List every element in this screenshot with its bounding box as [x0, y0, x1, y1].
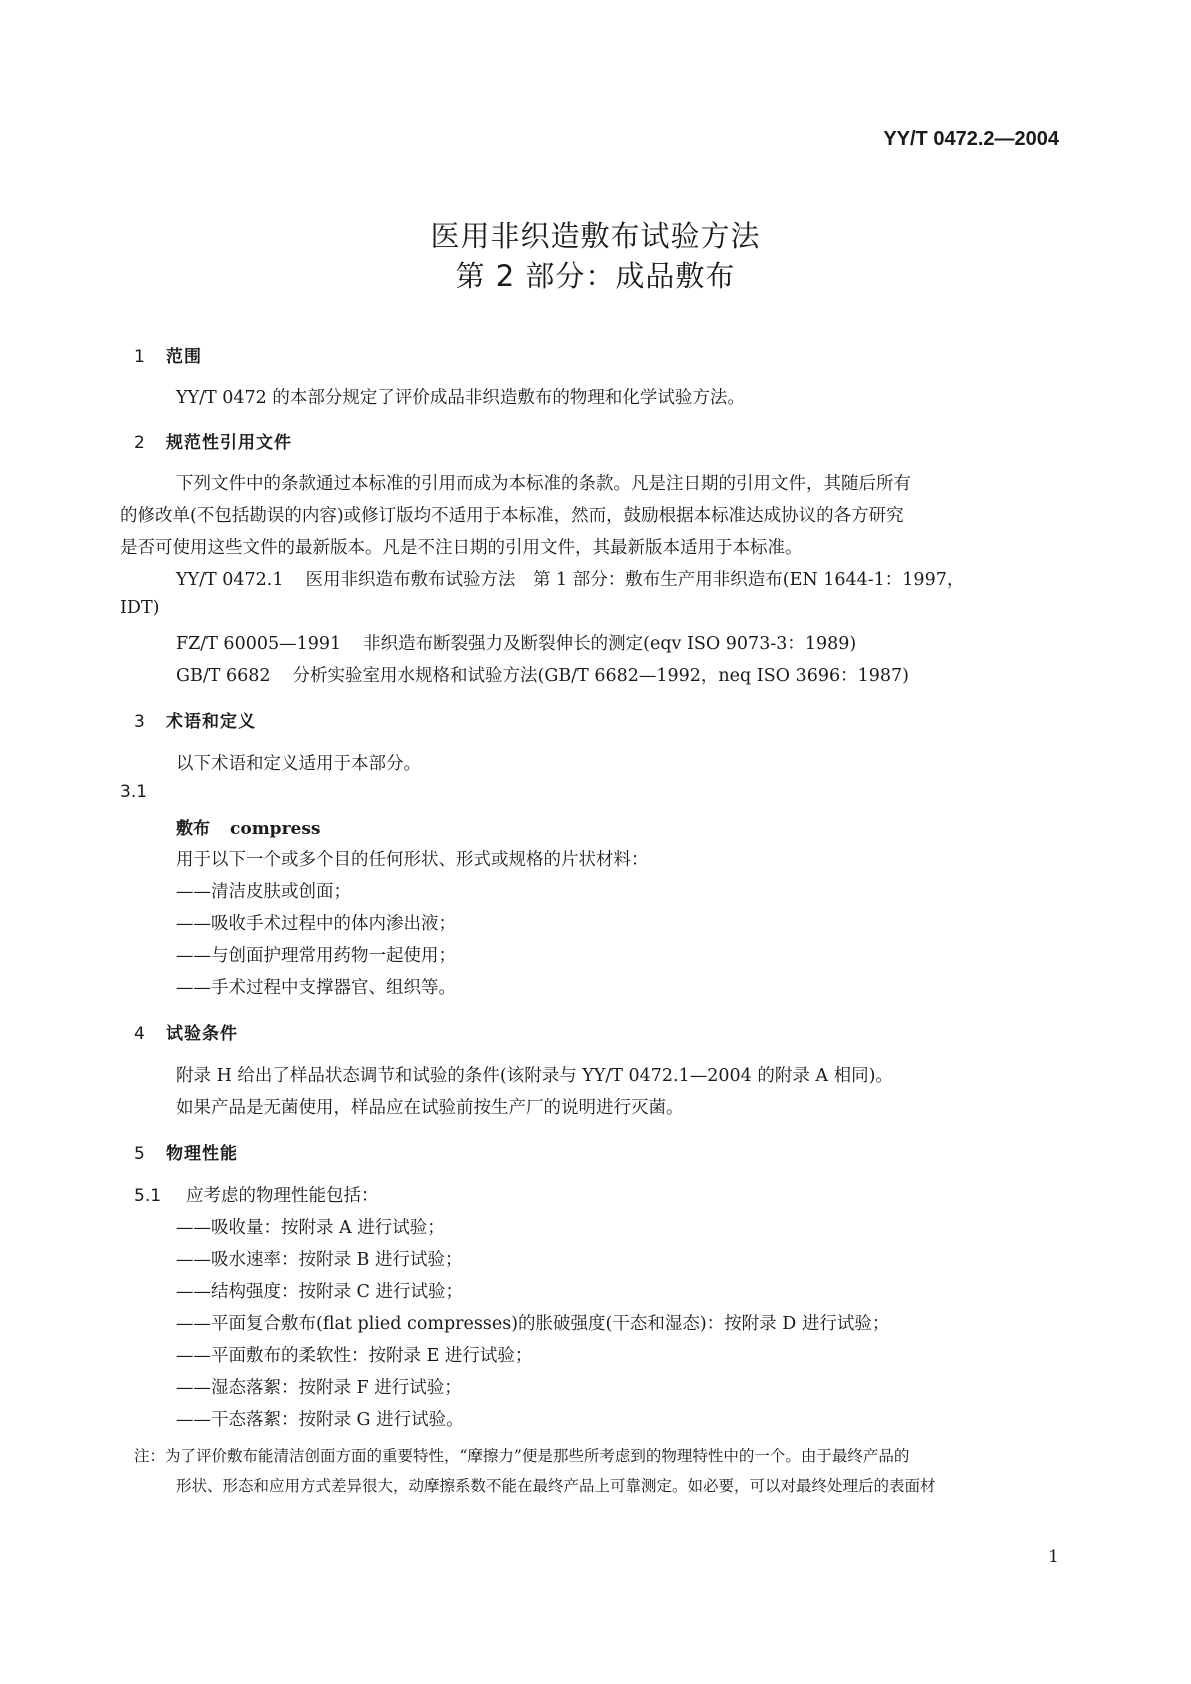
list-item: ——平面复合敷布(flat plied compresses)的胀破强度(干态和湿态)：按附录 D 进行试验；	[176, 1314, 890, 1334]
list-item: ——清洁皮肤或创面；	[176, 882, 351, 902]
section-4-paragraph: 附录 H 给出了样品状态调节和试验的条件(该附录与 YY/T 0472.1—2004 的附录 A 相同)。	[176, 1066, 893, 1086]
note-line: 注：为了评价敷布能清洁创面方面的重要特性，“摩擦力”便是那些所考虑到的物理特性中的一个。由于最终产品的	[134, 1447, 910, 1465]
list-item: ——与创面护理常用药物一起使用；	[176, 946, 456, 966]
subsection-5-1	[134, 1182, 379, 1207]
reference-title: 非织造布断裂强力及断裂伸长的测定(eqv ISO 9073-3：1989)	[363, 634, 857, 654]
term-entry	[176, 814, 320, 839]
reference-item	[176, 662, 909, 687]
reference-title: 分析实验室用水规格和试验方法(GB/T 6682—1992，neq ISO 3696：1987)	[292, 666, 909, 686]
section-title: 规范性引用文件	[166, 433, 292, 453]
section-number: 4	[134, 1024, 146, 1044]
section-title: 范围	[166, 347, 202, 367]
section-3-heading	[134, 707, 256, 732]
section-number: 1	[134, 347, 146, 367]
reference-title: 医用非织造布敷布试验方法 第 1 部分：敷布生产用非织造布(EN 1644-1：1997，	[305, 570, 965, 590]
section-4-heading	[134, 1019, 238, 1044]
subsection-number: 5.1	[134, 1186, 162, 1206]
reference-item	[176, 566, 964, 591]
list-item: ——吸水速率：按附录 B 进行试验；	[176, 1250, 463, 1270]
reference-continuation: IDT)	[120, 598, 160, 618]
page-number: 1	[1048, 1547, 1059, 1567]
section-number: 5	[134, 1144, 146, 1164]
section-2-heading	[134, 428, 292, 453]
section-2-paragraph-line: 下列文件中的条款通过本标准的引用而成为本标准的条款。凡是注日期的引用文件，其随后所有	[176, 474, 911, 494]
list-item: ——湿态落絮：按附录 F 进行试验；	[176, 1378, 462, 1398]
term-chinese: 敷布	[176, 819, 210, 839]
list-item: ——干态落絮：按附录 G 进行试验。	[176, 1410, 464, 1430]
document-title: 医用非织造敷布试验方法	[430, 219, 761, 253]
standard-code: YY/T 0472.2—2004	[883, 128, 1059, 150]
section-4-paragraph: 如果产品是无菌使用，样品应在试验前按生产厂的说明进行灭菌。	[176, 1098, 684, 1118]
section-5-heading	[134, 1139, 238, 1164]
reference-code: YY/T 0472.1	[176, 570, 284, 590]
reference-code: FZ/T 60005—1991	[176, 634, 342, 654]
list-item: ——平面敷布的柔软性：按附录 E 进行试验；	[176, 1346, 533, 1366]
list-item: ——手术过程中支撑器官、组织等。	[176, 978, 456, 998]
section-title: 物理性能	[166, 1144, 238, 1164]
term-definition: 用于以下一个或多个目的任何形状、形式或规格的片状材料：	[176, 850, 649, 870]
section-number: 2	[134, 433, 146, 453]
reference-item	[176, 630, 856, 655]
section-2-paragraph-line: 的修改单(不包括勘误的内容)或修订版均不适用于本标准，然而，鼓励根据本标准达成协议的各方研究	[120, 506, 904, 526]
term-english: compress	[230, 819, 321, 839]
document-subtitle: 第 2 部分：成品敷布	[455, 259, 736, 293]
subsection-intro: 应考虑的物理性能包括：	[186, 1186, 379, 1206]
section-3-paragraph: 以下术语和定义适用于本部分。	[176, 754, 421, 774]
list-item: ——吸收量：按附录 A 进行试验；	[176, 1218, 445, 1238]
list-item: ——吸收手术过程中的体内渗出液；	[176, 914, 456, 934]
section-title: 术语和定义	[166, 712, 256, 732]
note-line: 形状、形态和应用方式差异很大，动摩擦系数不能在最终产品上可靠测定。如必要，可以对最终处理后的表面材	[176, 1477, 936, 1495]
reference-code: GB/T 6682	[176, 666, 271, 686]
section-number: 3	[134, 712, 146, 732]
section-title: 试验条件	[166, 1024, 238, 1044]
section-2-paragraph-line: 是否可使用这些文件的最新版本。凡是不注日期的引用文件，其最新版本适用于本标准。	[120, 538, 803, 558]
list-item: ——结构强度：按附录 C 进行试验；	[176, 1282, 464, 1302]
subsection-3-1-number: 3.1	[120, 782, 148, 802]
section-1-paragraph: YY/T 0472 的本部分规定了评价成品非织造敷布的物理和化学试验方法。	[176, 388, 745, 408]
section-1-heading	[134, 342, 202, 367]
